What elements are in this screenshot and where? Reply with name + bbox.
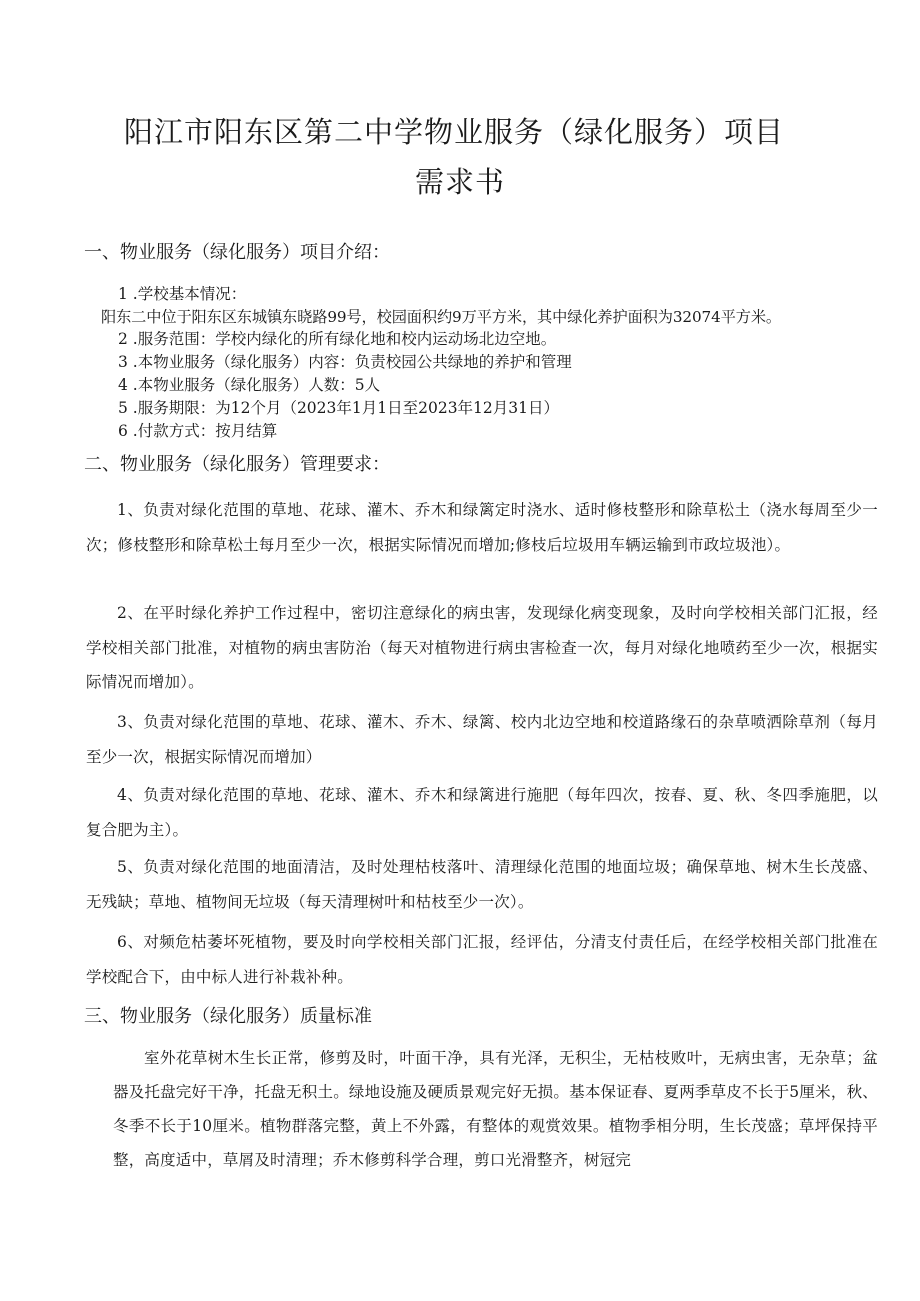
intro-item-6: 6 .付款方式：按月结算 <box>118 422 278 440</box>
document-title: 阳江市阳东区第二中学物业服务（绿化服务）项目 <box>123 115 784 149</box>
intro-item-4: 4 .本物业服务（绿化服务）人数：5人 <box>118 376 381 394</box>
requirement-paragraph-6: 6、对频危枯萎坏死植物，要及时向学校相关部门汇报，经评估，分清支付责任后，在经学校相关部门批准在学校配合下，由中标人进行补栽补种。 <box>86 933 878 986</box>
requirement-paragraph-5: 5、负责对绿化范围的地面清洁，及时处理枯枝落叶、清理绿化范围的地面垃圾；确保草地、树木生长茂盛、无残缺；草地、植物间无垃圾（每天清理树叶和枯枝至少一次）。 <box>86 858 878 911</box>
intro-item-1: 1 .学校基本情况： <box>118 285 247 303</box>
requirement-paragraph-1: 1、负责对绿化范围的草地、花球、灌木、乔木和绿篱定时浇水、适时修枝整形和除草松土（浇水每周至少一次；修枝整形和除草松土每月至少一次，根据实际情况而增加;修枝后垃圾用车辆运输到市政垃圾池）。 <box>86 501 878 554</box>
intro-item-5: 5 .服务期限：为12个月（2023年1月1日至2023年12月31日） <box>118 399 560 417</box>
intro-item-2: 2 .服务范围：学校内绿化的所有绿化地和校内运动场北边空地。 <box>118 330 557 348</box>
quality-standard-paragraph: 室外花草树木生长正常，修剪及时，叶面干净，具有光泽，无积尘，无枯枝败叶，无病虫害，无杂草；盆器及托盘完好干净，托盘无积土。绿地设施及硬质景观完好无损。基本保证春、夏两季草皮不长于5厘米，秋、冬季不长于10厘米。植物群落完整，黄上不外露，有整体的观赏效果。植物季相分明，生长茂盛；草坪保持平整，高度适中，草屑及时清理；乔木修剪科学合理，剪口光滑整齐，树冠完 <box>113 1049 878 1169</box>
document-subtitle: 需求书 <box>414 165 505 199</box>
section-2-heading: 二、物业服务（绿化服务）管理要求： <box>84 454 390 475</box>
section-1-heading: 一、物业服务（绿化服务）项目介绍： <box>84 242 390 263</box>
requirement-paragraph-4: 4、负责对绿化范围的草地、花球、灌木、乔木和绿篱进行施肥（每年四次，按春、夏、秋、冬四季施肥，以复合肥为主）。 <box>86 786 878 839</box>
requirement-paragraph-3: 3、负责对绿化范围的草地、花球、灌木、乔木、绿篱、校内北边空地和校道路缘石的杂草喷洒除草剂（每月至少一次，根据实际情况而增加） <box>86 713 878 766</box>
intro-item-3: 3 .本物业服务（绿化服务）内容：负责校园公共绿地的养护和管理 <box>118 353 572 371</box>
requirement-paragraph-2: 2、在平时绿化养护工作过程中，密切注意绿化的病虫害，发现绿化病变现象，及时向学校相关部门汇报，经学校相关部门批准，对植物的病虫害防治（每天对植物进行病虫害检查一次，每月对绿化地喷药至少一次，根据实际情况而增加）。 <box>86 604 878 691</box>
intro-item-1-detail: 阳东二中位于阳东区东城镇东晓路99号，校园面积约9万平方米，其中绿化养护面积为32074平方米。 <box>101 308 782 326</box>
section-3-heading: 三、物业服务（绿化服务）质量标准 <box>84 1006 372 1027</box>
